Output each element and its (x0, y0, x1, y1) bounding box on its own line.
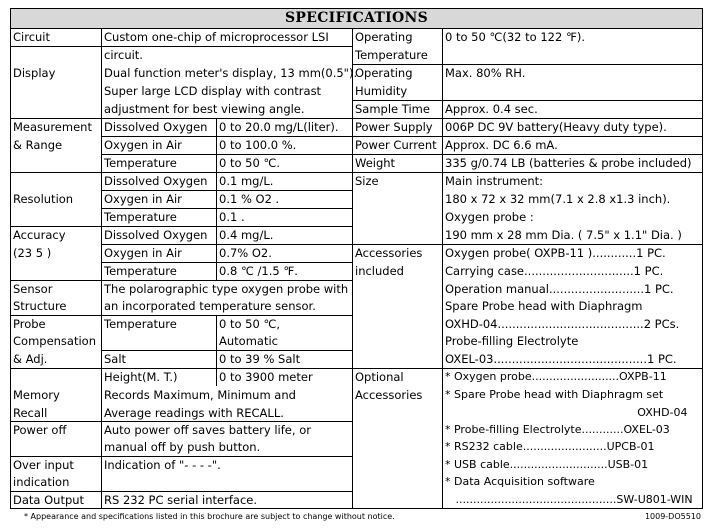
acc-item: Probe-filling Electrolyte (445, 334, 579, 348)
weight-text: 335 g/0.74 LB (batteries & probe included) (445, 156, 692, 170)
resolution-param: Dissolved Oxygen (104, 174, 208, 188)
current-text: Approx. DC 6.6 mA. (445, 138, 558, 152)
probe-value: 0 to 50 ℃, (219, 317, 281, 331)
resolution-value: 0.1 . (219, 210, 245, 224)
opt-item: * Data Acquisition software (445, 475, 595, 488)
measurement-value: 0 to 50 ℃. (219, 156, 281, 170)
dataout-text: RS 232 PC serial interface. (104, 493, 258, 507)
sensor-text: an incorporated temperature sensor. (104, 299, 316, 313)
measurement-label: Measurement (13, 120, 92, 134)
measurement-value: 0 to 20.0 mg/L(liter). (219, 120, 339, 134)
current-label: Power Current (355, 138, 437, 152)
acc-item: Carrying case..............................1 PC. (445, 264, 664, 278)
resolution-value: 0.1 mg/L. (219, 174, 274, 188)
opt-item: * Oxygen probe.........................OXPB-11 (445, 370, 667, 383)
opt-item: * Spare Probe head with Diaphragm set (445, 388, 664, 401)
display-text: Super large LCD display with contrast (104, 84, 322, 98)
accuracy-value: 0.4 mg/L. (219, 228, 274, 242)
resolution-value: 0.1 % O2 . (219, 192, 280, 206)
accuracy-param: Temperature (104, 264, 177, 278)
memory-label: Recall (13, 406, 48, 420)
ophum-label: Humidity (355, 84, 408, 98)
resolution-param: Temperature (104, 210, 177, 224)
sensor-label: Sensor (13, 282, 53, 296)
size-text: 180 x 72 x 32 mm(7.1 x 2.8 x1.3 inch). (445, 192, 671, 206)
acc-label: Accessories (355, 246, 423, 260)
poweroff-text: manual off by push button. (104, 440, 261, 454)
overinput-label: indication (13, 475, 70, 489)
row-divider (11, 315, 352, 316)
measurement-value: 0 to 100.0 %. (219, 138, 297, 152)
accuracy-value: 0.7% O2. (219, 246, 272, 260)
acc-item: Operation manual..........................1 PC. (445, 282, 674, 296)
memory-text: Records Maximum, Minimum and (104, 388, 296, 402)
memory-text: Average readings with RECALL. (104, 406, 284, 420)
circuit-label: Circuit (13, 30, 51, 44)
opt-item: * RS232 cable........................UPCB-01 (445, 440, 655, 453)
size-text: Main instrument: (445, 174, 544, 188)
measurement-param: Oxygen in Air (104, 138, 182, 152)
opt-item: ..............................................SW-U801-WIN (445, 493, 693, 506)
measurement-label: & Range (13, 138, 63, 152)
acc-item: Spare Probe head with Diaphragm (445, 299, 643, 313)
display-text: adjustment for best viewing angle. (104, 102, 305, 116)
probe-label: Compensation (13, 334, 96, 348)
weight-label: Weight (355, 156, 396, 170)
probe-label: Probe (13, 317, 46, 331)
acc-item: OXEL-03..........................................1 PC. (445, 352, 677, 366)
ophum-label: Operating (355, 66, 413, 80)
display-text: Dual function meter's display, 13 mm(0.5"). (104, 66, 358, 80)
document-code: 1009-DO5510 (644, 512, 701, 521)
page-title: SPECIFICATIONS (11, 9, 702, 29)
overinput-label: Over input (13, 458, 74, 472)
acc-label: included (355, 264, 404, 278)
accuracy-label: Accuracy (13, 228, 66, 242)
resolution-param: Oxygen in Air (104, 192, 182, 206)
probe-value: 0 to 3900 meter (219, 370, 313, 384)
resolution-label: Resolution (13, 192, 74, 206)
sample-label: Sample Time (355, 102, 430, 116)
acc-item: OXHD-04........................................2 PCs. (445, 317, 680, 331)
sensor-text: The polarographic type oxygen probe with (104, 282, 349, 296)
optemp-label: Temperature (355, 48, 428, 62)
accuracy-value: 0.8 ℃ /1.5 ℉. (219, 264, 298, 278)
opt-label: Optional (355, 370, 404, 384)
measurement-param: Temperature (104, 156, 177, 170)
opt-item: * Probe-filling Electrolyte............OXEL-03 (445, 423, 670, 436)
accuracy-param: Oxygen in Air (104, 246, 182, 260)
sensor-label: Structure (13, 299, 67, 313)
size-text: Oxygen probe : (445, 210, 534, 224)
circuit-text: Custom one-chip of microprocessor LSI (104, 30, 329, 44)
probe-param: Temperature (104, 317, 177, 331)
supply-label: Power Supply (355, 120, 433, 134)
acc-item: Oxygen probe( OXPB-11 )............1 PC. (445, 246, 666, 260)
measurement-param: Dissolved Oxygen (104, 120, 208, 134)
size-label: Size (355, 174, 379, 188)
accuracy-label: (23 5 ) (13, 246, 52, 260)
memory-label: Memory (13, 388, 60, 402)
poweroff-label: Power off (13, 423, 67, 437)
sample-text: Approx. 0.4 sec. (445, 102, 538, 116)
circuit-text: circuit. (104, 48, 143, 62)
ophum-text: Max. 80% RH. (445, 66, 526, 80)
spec-table (10, 8, 703, 509)
footnote: * Appearance and specifications listed in this brochure are subject to change without notice. (24, 512, 395, 521)
probe-value: 0 to 39 % Salt (219, 352, 301, 366)
optemp-text: 0 to 50 ℃(32 to 122 ℉). (445, 30, 586, 44)
display-label: Display (13, 66, 56, 80)
poweroff-text: Auto power off saves battery life, or (104, 423, 311, 437)
probe-value: Automatic (219, 334, 278, 348)
supply-text: 006P DC 9V battery(Heavy duty type). (445, 120, 667, 134)
probe-label: & Adj. (13, 352, 48, 366)
probe-param: Height(M. T.) (104, 370, 178, 384)
overinput-text: Indication of "- - - -". (104, 458, 221, 472)
opt-label: Accessories (355, 388, 423, 402)
dataout-label: Data Output (13, 493, 85, 507)
row-divider (11, 46, 352, 47)
probe-param: Salt (104, 352, 127, 366)
opt-item: * USB cable............................USB-01 (445, 458, 649, 471)
size-text: 190 mm x 28 mm Dia. ( 7.5" x 1.1" Dia. ) (445, 228, 682, 242)
optemp-label: Operating (355, 30, 413, 44)
opt-item: OXHD-04 (445, 406, 688, 419)
accuracy-param: Dissolved Oxygen (104, 228, 208, 242)
